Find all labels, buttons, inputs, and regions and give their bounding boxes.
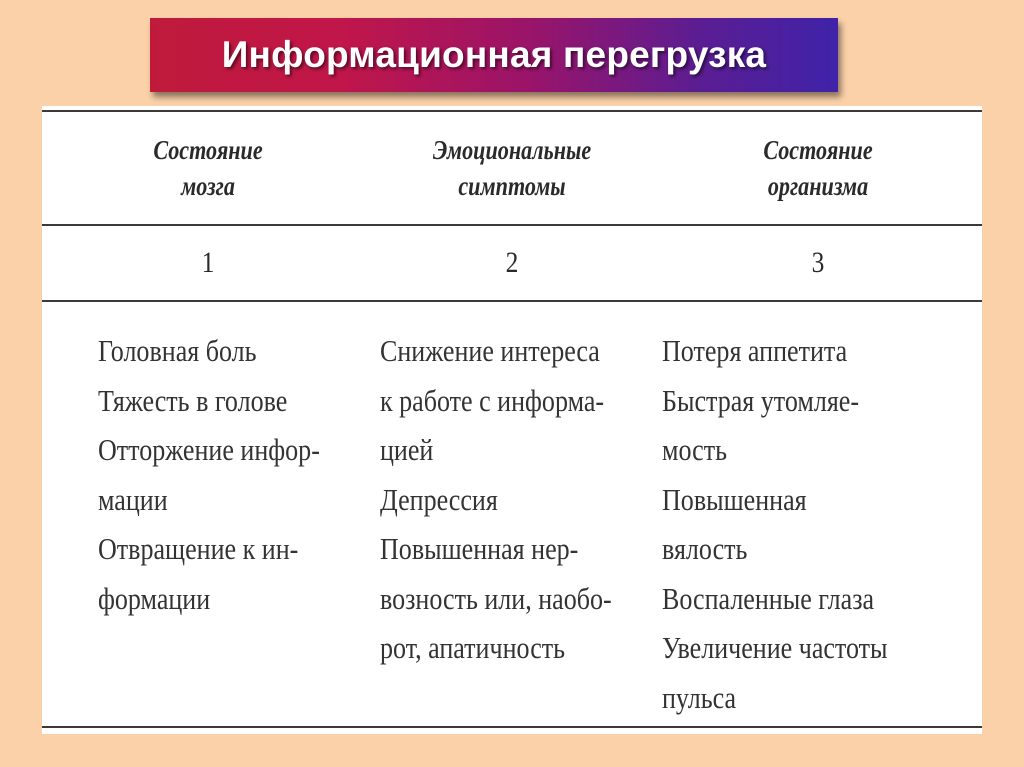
table-bottom-rule [42, 726, 982, 728]
list-item: пульса [662, 679, 737, 715]
column-header-line: симптомы [458, 171, 566, 201]
title-banner [150, 18, 838, 92]
column-header-line: мозга [181, 171, 235, 201]
symptoms-table [42, 106, 982, 734]
list-item: Повышенная нер- [380, 531, 579, 566]
list-item: рот, апатичность [380, 630, 566, 665]
list-item: Воспаленные глаза [662, 580, 875, 616]
list-item: Отторжение инфор- [98, 432, 320, 467]
column-header-brain [85, 132, 331, 204]
column-number-3: 3 [811, 246, 825, 279]
column-header-line: организма [767, 171, 869, 201]
list-item: мость [662, 432, 727, 467]
list-item: формации [98, 580, 211, 616]
table-top-rule [42, 110, 982, 112]
slide-title: Информационная перегрузка [221, 34, 767, 75]
column-header-body [695, 132, 941, 204]
number-row-rule [42, 300, 982, 302]
list-item: цией [380, 432, 434, 467]
column-body-brain [98, 326, 320, 623]
list-item: Тяжесть в голове [98, 382, 288, 418]
column-body-emotional [380, 326, 612, 673]
list-item: мации [98, 481, 168, 517]
list-item: Снижение интереса [380, 333, 600, 368]
list-item: возность или, наобо- [380, 580, 612, 616]
column-header-emotional [389, 132, 635, 204]
list-item: Потеря аппетита [662, 333, 848, 368]
header-rule [42, 224, 982, 226]
list-item: к работе с информа- [380, 382, 605, 418]
column-body-body [662, 326, 888, 722]
list-item: вялость [662, 531, 748, 566]
column-header-line: Состояние [763, 135, 873, 165]
list-item: Депрессия [380, 481, 498, 517]
list-item: Быстрая утомляе- [662, 382, 860, 418]
column-header-line: Состояние [153, 135, 263, 165]
column-number-2: 2 [505, 246, 519, 279]
list-item: Повышенная [662, 481, 807, 517]
list-item: Отвращение к ин- [98, 531, 299, 566]
list-item: Головная боль [98, 333, 257, 368]
column-header-line: Эмоциональные [432, 135, 592, 165]
column-number-1: 1 [201, 246, 215, 279]
list-item: Увеличение частоты [662, 630, 888, 665]
